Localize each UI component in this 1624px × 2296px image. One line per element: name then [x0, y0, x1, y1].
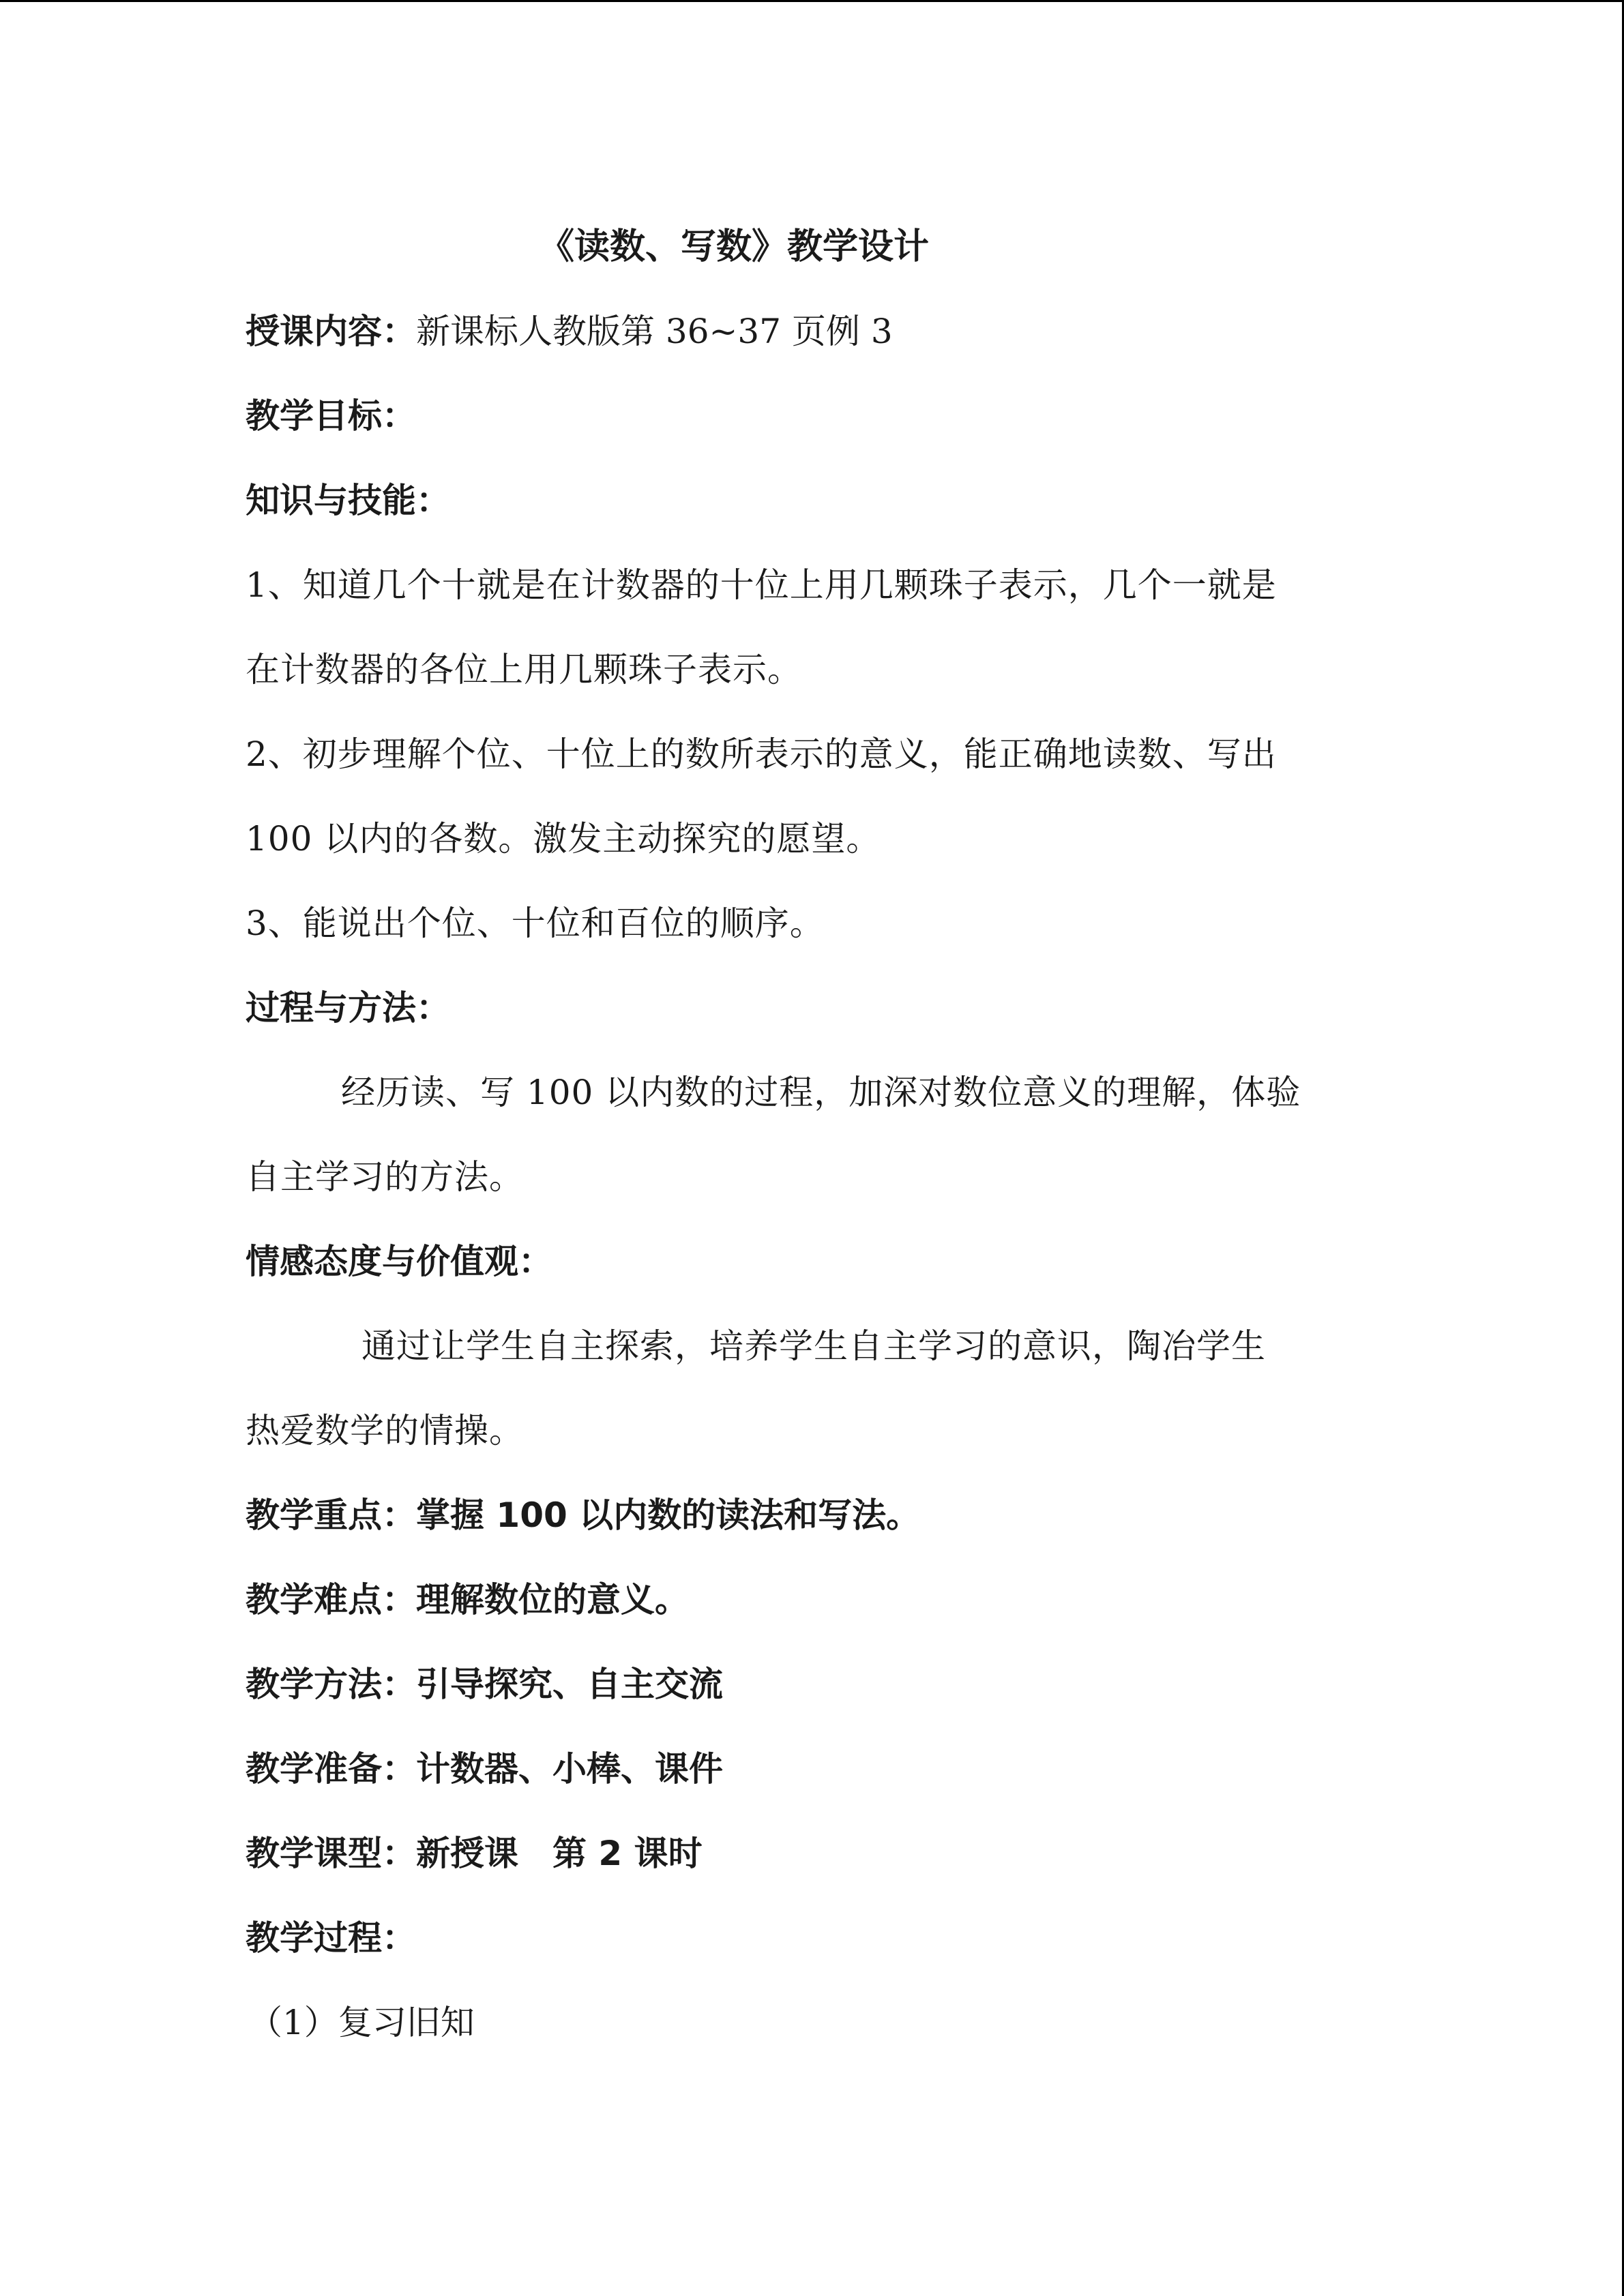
- difficulty-label: 教学难点：: [246, 1580, 416, 1620]
- method-row: [246, 1642, 1378, 1727]
- preparation-label: 教学准备：: [246, 1749, 416, 1789]
- knowledge-heading: 知识与技能：: [246, 481, 450, 520]
- content-row: [246, 289, 1378, 374]
- preparation-value: 计数器、小棒、课件: [416, 1749, 723, 1789]
- content-value: 新课标人教版第 36~37 页例 3: [416, 312, 893, 351]
- process-method-heading: 过程与方法：: [246, 988, 450, 1028]
- knowledge-item2-line2: 100 以内的各数。激发主动探究的愿望。: [246, 819, 881, 859]
- method-label: 教学方法：: [246, 1665, 416, 1704]
- page-top-border: [0, 0, 1624, 2]
- lesson-type-row: [246, 1811, 1378, 1896]
- key-point-row: [246, 1473, 1378, 1557]
- key-point-value: 掌握 100 以内数的读法和写法。: [416, 1495, 921, 1535]
- knowledge-item1-line2: 在计数器的各位上用几颗珠子表示。: [246, 650, 802, 689]
- procedure-step1: （1）复习旧知: [248, 2003, 475, 2042]
- process-method-line1: 经历读、写 100 以内数的过程，加深对数位意义的理解，体验: [341, 1073, 1301, 1112]
- content-label: 授课内容：: [246, 312, 416, 351]
- document-page: [246, 205, 1378, 2065]
- lesson-type-value: 新授课 第 2 课时: [416, 1834, 703, 1873]
- knowledge-item3: 3、能说出个位、十位和百位的顺序。: [246, 904, 825, 943]
- method-value: 引导探究、自主交流: [416, 1665, 723, 1704]
- knowledge-item1-line1: 1、知道几个十就是在计数器的十位上用几颗珠子表示，几个一就是: [246, 565, 1277, 605]
- emotion-line2: 热爱数学的情操。: [246, 1411, 524, 1450]
- difficulty-value: 理解数位的意义。: [416, 1580, 689, 1620]
- lesson-type-label: 教学课型：: [246, 1834, 416, 1873]
- process-method-line2: 自主学习的方法。: [246, 1157, 524, 1197]
- goals-heading: 教学目标：: [246, 396, 416, 436]
- document-title: 《读数、写数》教学设计: [539, 226, 930, 267]
- knowledge-item2-line1: 2、初步理解个位、十位上的数所表示的意义，能正确地读数、写出: [246, 734, 1277, 774]
- key-point-label: 教学重点：: [246, 1495, 416, 1535]
- preparation-row: [246, 1727, 1378, 1811]
- emotion-heading: 情感态度与价值观：: [246, 1242, 552, 1281]
- difficulty-row: [246, 1557, 1378, 1642]
- procedure-heading: 教学过程：: [246, 1918, 416, 1958]
- emotion-line1: 通过让学生自主探索，培养学生自主学习的意识，陶冶学生: [361, 1326, 1266, 1366]
